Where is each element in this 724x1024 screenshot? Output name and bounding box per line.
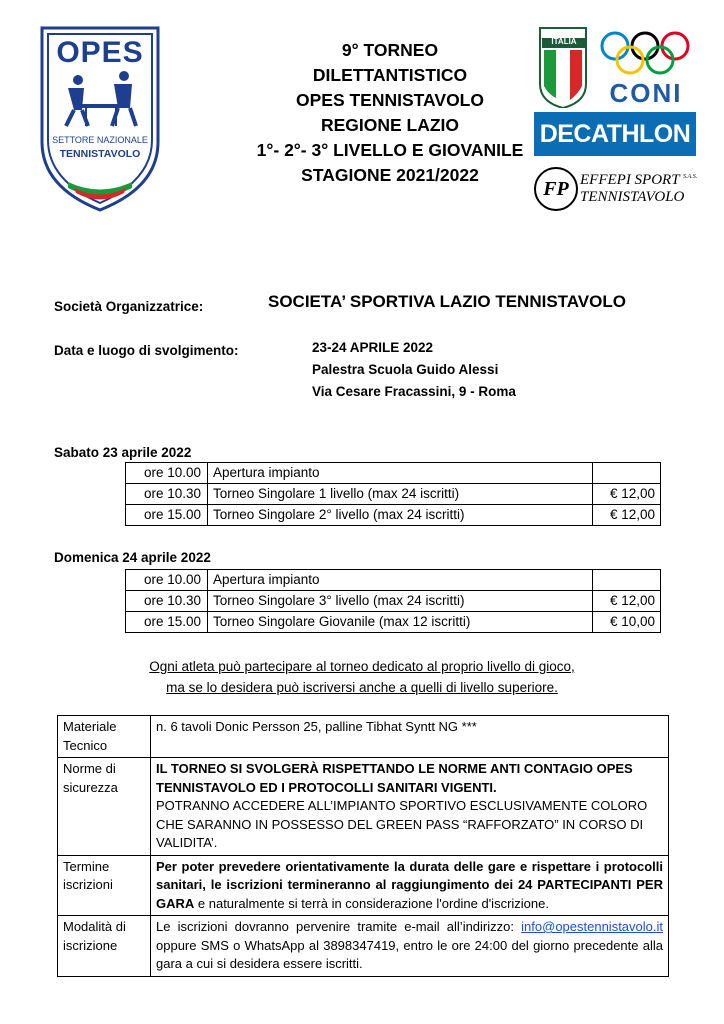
title-line: OPES TENNISTAVOLO	[296, 90, 484, 110]
date-label: Data e luogo di svolgimento:	[54, 343, 239, 358]
effepi-text	[580, 169, 697, 206]
schedule-event: Torneo Singolare 3° livello (max 24 iscritti)	[208, 591, 593, 612]
material-value: n. 6 tavoli Donic Persson 25, palline Tibhat Syntt NG ***	[151, 716, 669, 758]
safety-text: POTRANNO ACCEDERE ALL’IMPIANTO SPORTIVO ESCLUSIVAMENTE COLORO CHE SARANNO IN POSSESSO DEL GREEN PASS “RAFFORZATO” IN CORSO DI VALIDITA’.	[156, 798, 648, 850]
note-line: ma se lo desidera può iscriversi anche a quelli di livello superiore.	[166, 680, 558, 695]
schedule-time: ore 10.30	[126, 484, 208, 505]
safety-key: Norme di sicurezza	[58, 758, 151, 856]
table-row	[126, 505, 661, 526]
saturday-schedule-table	[125, 462, 661, 526]
table-row	[126, 570, 661, 591]
safety-bold-text: IL TORNEO SI SVOLGERÀ RISPETTANDO LE NORME ANTI CONTAGIO OPES TENNISTAVOLO ED I PROTOCOLLI SANITARI VIGENTI.	[156, 761, 633, 795]
decathlon-logo: DECATHLON	[534, 112, 696, 156]
table-row	[58, 758, 669, 856]
details-table	[57, 715, 669, 977]
deadline-bold-text: Per poter prevedere orientativamente la durata delle gare e rispettare i protocolli sanitari, le iscrizioni termineranno al raggiungimento dei	[156, 858, 663, 892]
schedule-time: ore 15.00	[126, 505, 208, 526]
venue-name: Palestra Scuola Guido Alessi	[312, 362, 499, 377]
sunday-title: Domenica 24 aprile 2022	[54, 550, 211, 565]
title-line: 9° TORNEO	[341, 40, 439, 60]
schedule-event: Torneo Singolare Giovanile (max 12 iscritti)	[208, 612, 593, 633]
effepi-line2: TENNISTAVOLO	[580, 189, 685, 205]
safety-value	[151, 758, 669, 856]
coni-logo	[538, 24, 698, 108]
venue-address: Via Cesare Fracassini, 9 - Roma	[312, 384, 516, 399]
registration-value	[151, 916, 669, 977]
schedule-time: ore 10.00	[126, 463, 208, 484]
opes-logo-line2: TENNISTAVOLO	[59, 148, 141, 160]
coni-name: CONI	[609, 78, 683, 108]
table-row	[126, 463, 661, 484]
schedule-price	[593, 570, 661, 591]
saturday-title: Sabato 23 aprile 2022	[54, 445, 192, 460]
effepi-sas: S.A.S.	[683, 174, 698, 180]
schedule-event: Torneo Singolare 1 livello (max 24 iscritti)	[208, 484, 593, 505]
event-date: 23-24 APRILE 2022	[312, 340, 434, 355]
schedule-time: ore 10.00	[126, 570, 208, 591]
registration-text: Le iscrizioni dovranno pervenire tramite e-mail all’indirizzo:	[156, 919, 522, 934]
schedule-price	[593, 463, 661, 484]
organizer-label: Società Organizzatrice:	[54, 299, 204, 314]
table-row	[58, 916, 669, 977]
sunday-schedule-table	[125, 569, 661, 633]
deadline-text: e naturalmente si terrà in considerazione l'ordine d'iscrizione.	[194, 895, 549, 911]
schedule-event: Apertura impianto	[208, 463, 593, 484]
schedule-time: ore 15.00	[126, 612, 208, 633]
material-key: Materiale Tecnico	[58, 716, 151, 758]
schedule-event: Torneo Singolare 2° livello (max 24 iscritti)	[208, 505, 593, 526]
schedule-price: € 10,00	[593, 612, 661, 633]
registration-key: Modalità di iscrizione	[58, 916, 151, 977]
effepi-line1: EFFEPI SPORT	[580, 172, 680, 188]
schedule-price: € 12,00	[593, 505, 661, 526]
table-row	[126, 484, 661, 505]
title-line: STAGIONE 2021/2022	[301, 165, 479, 185]
coni-italia-text: ITALIA	[551, 37, 577, 46]
registration-text-2: oppure SMS o WhatsApp al 3898347419, entro le ore 24:00 del giorno precedente alla gara a cui si desidera essere iscritti.	[156, 937, 663, 971]
deadline-value	[151, 855, 669, 916]
table-row	[126, 612, 661, 633]
schedule-event: Apertura impianto	[208, 570, 593, 591]
registration-email-link[interactable]: info@opestennistavolo.it	[521, 919, 663, 934]
participation-note	[54, 656, 670, 698]
organizer-value: SOCIETA’ SPORTIVA LAZIO TENNISTAVOLO	[268, 292, 626, 311]
opes-logo-line1: SETTORE NAZIONALE	[52, 135, 148, 145]
schedule-price: € 12,00	[593, 591, 661, 612]
table-row	[126, 591, 661, 612]
deadline-participants: 24 PARTECIPANTI PER GARA	[156, 877, 663, 911]
effepi-logo	[532, 167, 712, 211]
title-line: 1°- 2°- 3° LIVELLO E GIOVANILE	[256, 140, 524, 160]
opes-logo	[38, 22, 162, 212]
note-line: Ogni atleta può partecipare al torneo dedicato al proprio livello di gioco,	[149, 659, 575, 674]
tournament-title	[250, 38, 530, 188]
table-row	[58, 716, 669, 758]
deadline-key: Termine iscrizioni	[58, 855, 151, 916]
title-line: DILETTANTISTICO	[312, 65, 468, 85]
opes-logo-name: OPES	[56, 36, 144, 69]
effepi-mark: FP	[534, 167, 578, 211]
date-place-values	[312, 337, 516, 403]
table-row	[58, 855, 669, 916]
schedule-time: ore 10.30	[126, 591, 208, 612]
title-line: REGIONE LAZIO	[320, 115, 460, 135]
schedule-price: € 12,00	[593, 484, 661, 505]
